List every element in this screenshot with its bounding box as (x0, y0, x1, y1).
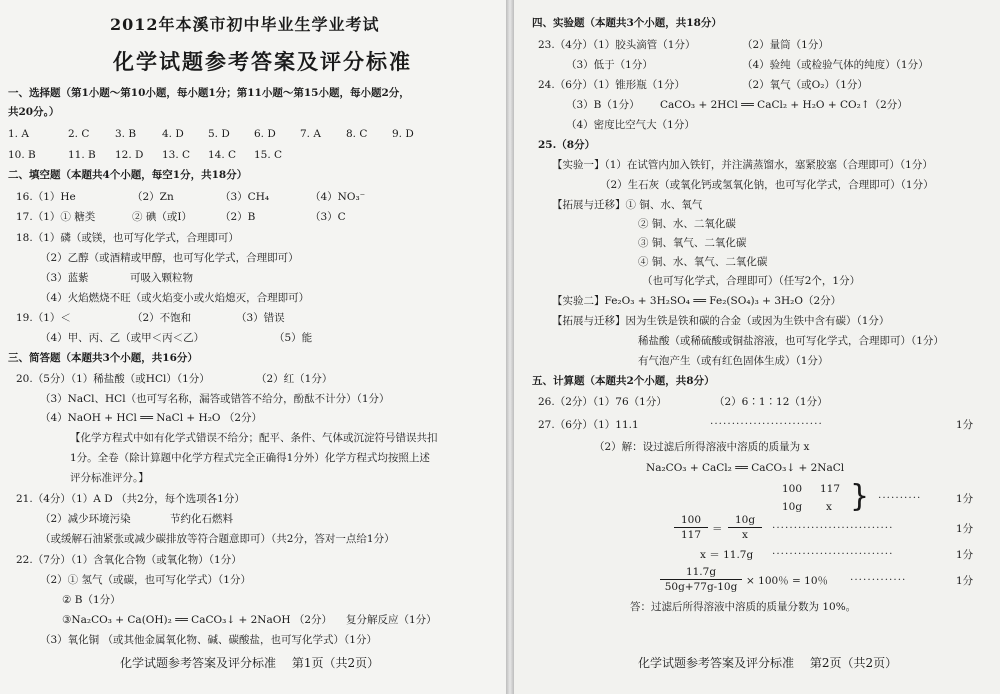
ratio-value: 10g (782, 501, 803, 513)
section-4-heading: 四、实验题（本题共3个小题，共18分） (532, 17, 722, 29)
score-mark: 1分 (956, 419, 974, 431)
q21-part: 21.（4分）（1）A D （共2分，每个选项各1分） (16, 493, 245, 505)
q24-part: （3）B（1分） (566, 99, 640, 111)
q21-part: （或缓解石油紧张或减少碳排放等符合题意即可）（共2分，答对一点给1分） (40, 533, 395, 545)
q25-part: （2）生石灰（或氧化钙或氢氧化钠，也可写化学式，合理即可）（1分） (600, 179, 934, 191)
q16-part: 16.（1）He (16, 191, 76, 203)
q25-heading: 25.（8分） (538, 139, 596, 151)
q23-part: 23.（4分）（1）胶头滴管（1分） (538, 39, 696, 51)
dot-leader: ···························· (772, 522, 894, 534)
mc-answer: 8. C (346, 128, 368, 140)
dot-leader: ···························· (772, 548, 894, 560)
page-footer: 化学试题参考答案及评分标准 第2页（共2页） (638, 656, 898, 670)
q23-part: （4）验纯（或检验气体的纯度）（1分） (742, 59, 929, 71)
q19-part: （5）能 (274, 332, 313, 344)
q20-part: （4）NaOH + HCl ══ NaCl + H₂O （2分） (40, 412, 263, 424)
q25-part: ② 铜、水、二氧化碳 (638, 218, 736, 230)
q16-part: （2）Zn (132, 191, 174, 203)
q22-part: （2）① 氢气（或碳，也可写化学式）（1分） (40, 574, 251, 586)
chem-equation: Na₂CO₃ + CaCl₂ ══ CaCO₃↓ + 2NaCl (646, 462, 845, 474)
q27-solution: （2）解：设过滤后所得溶液中溶质的质量为 x (594, 441, 810, 453)
fraction-numerator: 10g (734, 514, 756, 526)
q20-part: 20.（5分）（1）稀盐酸（或HCl）（1分） (16, 373, 210, 385)
q18-part: 可吸入颗粒物 (130, 272, 193, 284)
q27-part: 27.（6分）（1）11.1 (538, 419, 639, 431)
page-footer: 化学试题参考答案及评分标准 第1页（共2页） (120, 656, 380, 670)
equals-sign: ＝ (712, 523, 723, 535)
score-mark: 1分 (956, 523, 974, 535)
x-result: x ＝ 11.7g (700, 549, 754, 561)
q19-part: （2）不饱和 (132, 312, 192, 324)
mc-answer: 6. D (254, 128, 276, 140)
dot-leader: ·········· (878, 492, 922, 504)
q22-part: 复分解反应（1分） (346, 614, 437, 626)
q18-part: （3）蓝紫 (40, 272, 89, 284)
q18-part: （2）乙醇（或酒精或甲醇，也可写化学式，合理即可） (40, 252, 299, 264)
q21-part: （2）减少环境污染 (40, 513, 131, 525)
fraction-10g-x (728, 514, 762, 541)
q26-part: 26.（2分）（1）76（1分） (538, 396, 667, 408)
fraction-bar (728, 527, 762, 528)
page-2 (514, 0, 1000, 694)
mc-answer: 11. B (68, 149, 96, 161)
section-1-heading: 一、选择题（第1小题～第10小题，每小题1分；第11小题～第15小题，每小题2分， (8, 87, 410, 99)
section-1-heading-cont: 共20分。） (8, 106, 60, 118)
scoring-note: 评分标准评分。】 (70, 472, 149, 484)
fraction-denominator: x (742, 529, 748, 541)
q23-part: （2）量筒（1分） (742, 39, 829, 51)
q24-part: 24.（6分）（1）锥形瓶（1分） (538, 79, 685, 91)
q17-part: ② 碘（或I） (132, 211, 192, 223)
q18-part: 18.（1）磷（或镁，也可写化学式，合理即可） (16, 232, 239, 244)
mc-answer: 3. B (115, 128, 137, 140)
q26-part: （2）6∶1∶12（1分） (714, 396, 828, 408)
answer-key-title: 化学试题参考答案及评分标准 (113, 49, 412, 74)
ratio-value: 100 (782, 483, 803, 495)
mc-answer: 7. A (300, 128, 321, 140)
brace-symbol: } (850, 479, 870, 514)
fraction-numerator: 100 (680, 514, 702, 526)
q25-part: （也可写化学式，合理即可）（任写2个，1分） (642, 275, 861, 287)
mc-answer: 15. C (254, 149, 283, 161)
fraction-denominator: 50g+77g-10g (664, 581, 738, 593)
q22-part: ② B（1分） (62, 594, 121, 606)
section-3-heading: 三、简答题（本题共3个小题，共16分） (8, 352, 198, 364)
scoring-note: 1分。全卷（除计算题中化学方程式完全正确得1分外）化学方程式均按照上述 (70, 452, 430, 464)
mc-answer: 12. D (115, 149, 144, 161)
mc-answer: 1. A (8, 128, 29, 140)
exam-title: 2012年本溪市初中毕业生学业考试 (110, 15, 380, 34)
dot-leader: ············· (850, 574, 907, 586)
section-5-heading: 五、计算题（本题共2个小题，共8分） (532, 375, 715, 387)
q24-part: （2）氧气（或O₂）（1分） (742, 79, 868, 91)
mc-answer: 5. D (208, 128, 230, 140)
mc-answer: 9. D (392, 128, 414, 140)
q25-part: ③ 铜、氧气、二氧化碳 (638, 237, 747, 249)
fraction-bar (660, 579, 742, 580)
q25-part: 【拓展与迁移】因为生铁是铁和碳的合金（或因为生铁中含有碳）（1分） (552, 315, 890, 327)
mc-answer: 10. B (8, 149, 36, 161)
mc-answer: 4. D (162, 128, 184, 140)
conclusion: 答：过滤后所得溶液中溶质的质量分数为 10%。 (630, 601, 857, 613)
q24-part: （4）密度比空气大（1分） (566, 119, 695, 131)
ratio-value: 117 (820, 483, 841, 495)
q17-part: （3）C (310, 211, 346, 223)
mc-answer: 13. C (162, 149, 191, 161)
q25-part: 有气泡产生（或有红色固体生成）（1分） (638, 355, 829, 367)
q25-part: 【实验一】（1）在试管内加入铁钉，并注满蒸馏水，塞紧胶塞（合理即可）（1分） (552, 159, 933, 171)
fraction-100-117 (674, 514, 708, 541)
fraction-mass-percent (660, 566, 742, 593)
ratio-value: x (826, 501, 832, 513)
q20-part: （3）NaCl、HCl（也可写名称，漏答或错答不给分，酚酞不计分）（1分） (40, 393, 390, 405)
percent-calc: × 100％ = 10％ (746, 575, 829, 587)
q19-part: （3）错误 (236, 312, 285, 324)
q23-part: （3）低于（1分） (566, 59, 653, 71)
q19-part: 19.（1）＜ (16, 312, 71, 324)
q25-part: 【实验二】Fe₂O₃ + 3H₂SO₄ ══ Fe₂(SO₄)₃ + 3H₂O（2分） (552, 295, 842, 307)
page-gutter (506, 0, 514, 694)
q22-part: ③Na₂CO₃ + Ca(OH)₂ ══ CaCO₃↓ + 2NaOH （2分） (62, 614, 333, 626)
q16-part: （4）NO₃⁻ (310, 191, 366, 203)
q16-part: （3）CH₄ (220, 191, 270, 203)
q17-part: 17.（1）① 糖类 (16, 211, 96, 223)
fraction-bar (674, 527, 708, 528)
q20-part: （2）红（1分） (256, 373, 333, 385)
score-mark: 1分 (956, 493, 974, 505)
q21-part: 节约化石燃料 (170, 513, 233, 525)
fraction-denominator: 117 (680, 529, 702, 541)
q17-part: （2）B (220, 211, 256, 223)
score-mark: 1分 (956, 575, 974, 587)
fraction-numerator: 11.7g (685, 566, 717, 578)
q22-part: （3）氧化铜 （或其他金属氧化物、碱、碳酸盐，也可写化学式）（1分） (40, 634, 377, 646)
mc-answer: 14. C (208, 149, 237, 161)
scoring-note: 【化学方程式中如有化学式错误不给分；配平、条件、气体或沉淀符号错误共扣 (70, 432, 438, 444)
dot-leader: ·························· (710, 418, 823, 430)
section-2-heading: 二、填空题（本题共4个小题，每空1分，共18分） (8, 169, 248, 181)
q22-part: 22.（7分）（1）含氧化合物（或氧化物）（1分） (16, 554, 242, 566)
mc-answer: 2. C (68, 128, 90, 140)
q25-part: 【拓展与迁移】① 铜、水、氧气 (552, 199, 703, 211)
q24-part: CaCO₃ + 2HCl ══ CaCl₂ + H₂O + CO₂↑（2分） (660, 99, 908, 111)
q25-part: ④ 铜、水、氧气、二氧化碳 (638, 256, 768, 268)
q19-part: （4）甲、丙、乙（或甲＜丙＜乙） (40, 332, 205, 344)
q18-part: （4）火焰燃烧不旺（或火焰变小或火焰熄灭，合理即可） (40, 292, 310, 304)
score-mark: 1分 (956, 549, 974, 561)
q25-part: 稀盐酸（或稀硫酸或铜盐溶液，也可写化学式，合理即可）（1分） (638, 335, 944, 347)
